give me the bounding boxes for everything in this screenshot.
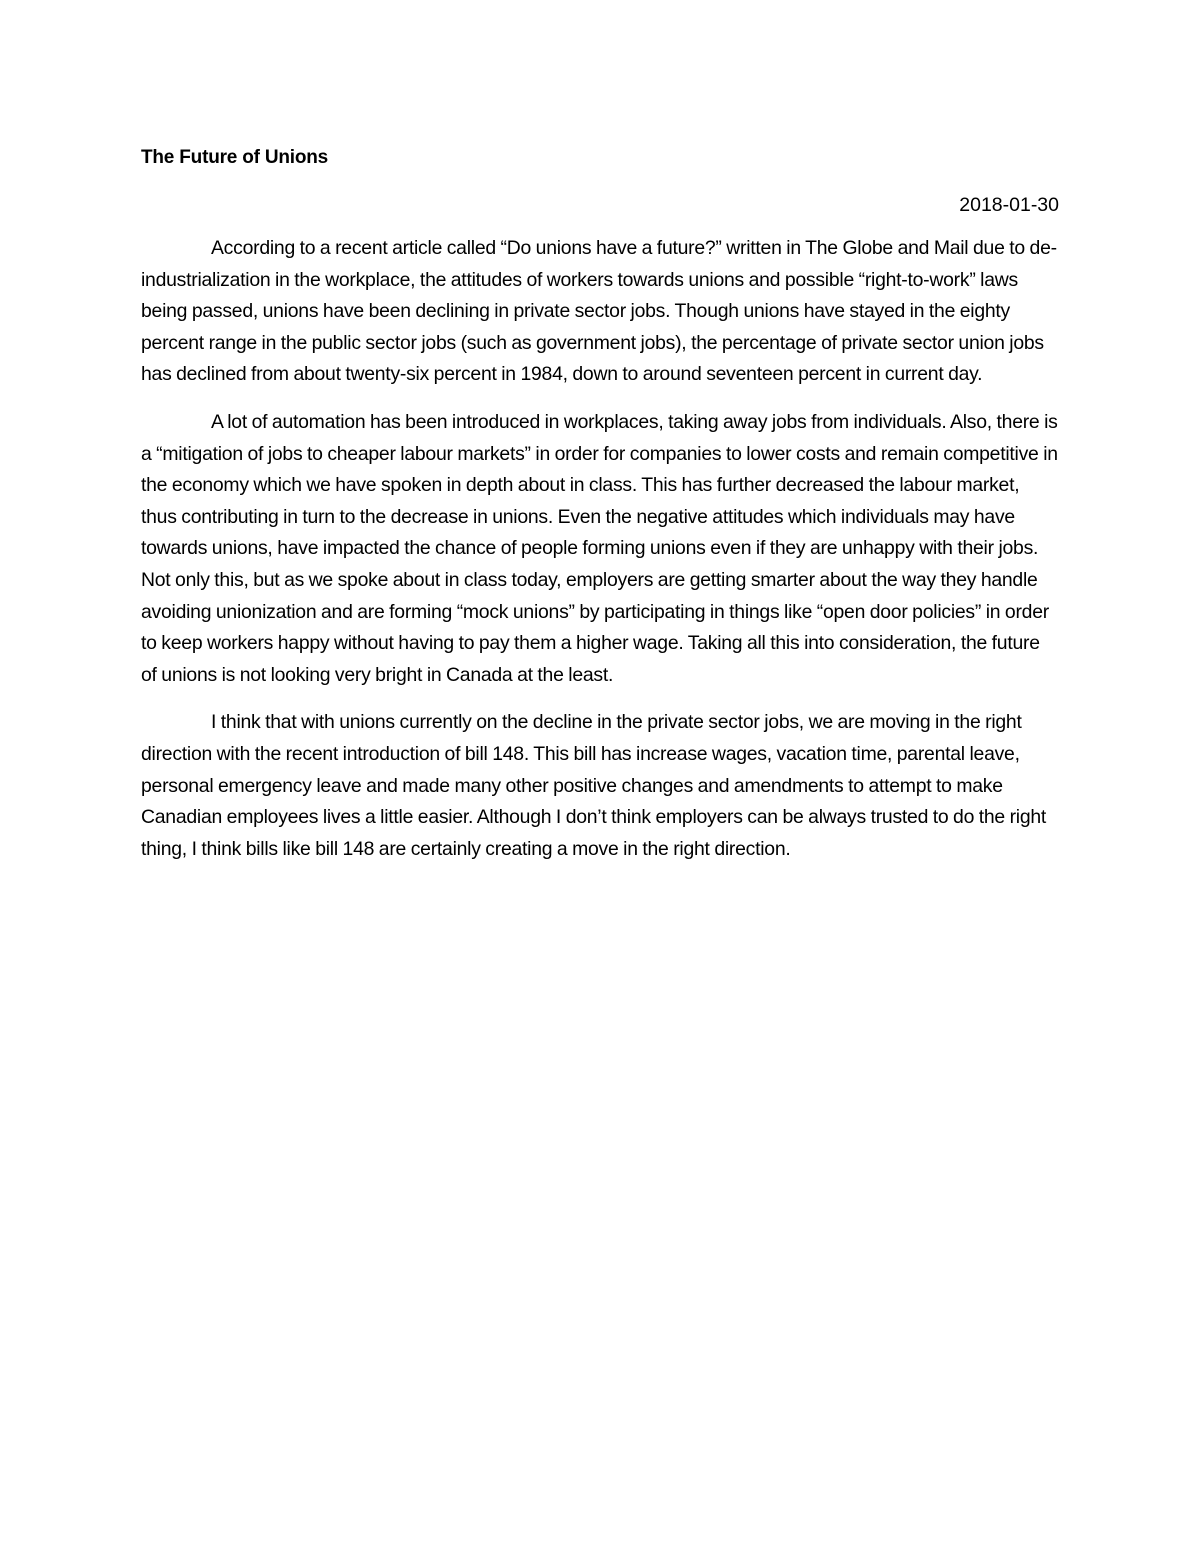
paragraph-3: I think that with unions currently on the decline in the private sector jobs, we are moving in the right direction with the recent introduction of bill 148. This bill has increase wages, vacation time, parental leave, personal emergency leave and made many other positive changes and amendments to attempt to make Canadian employees lives a little easier. Although I don’t think employers can be always trusted to do the right thing, I think bills like bill 148 are certainly creating a move in the right direction. — [141, 711, 1047, 860]
document-body — [141, 233, 1059, 881]
document-title: The Future of Unions — [141, 147, 329, 168]
document-date: 2018-01-30 — [959, 194, 1059, 216]
paragraph-1: According to a recent article called “Do unions have a future?” written in The Globe and Mail due to de-industrialization in the workplace, the attitudes of workers towards unions and possible “right-to-work” laws being passed, unions have been declining in private sector jobs. Though unions have stayed in the eighty percent range in the public sector jobs (such as government jobs), the percentage of private sector union jobs has declined from about twenty-six percent in 1984, down to around seventeen percent in current day. — [141, 237, 1057, 386]
paragraph-2: A lot of automation has been introduced in workplaces, taking away jobs from individuals. Also, there is a “mitigation of jobs to cheaper labour markets” in order for companies to lower costs and remain competitive in the economy which we have spoken in depth about in class. This has further decreased the labour market, thus contributing in turn to the decrease in unions. Even the negative attitudes which individuals may have towards unions, have impacted the chance of people forming unions even if they are unhappy with their jobs. Not only this, but as we spoke about in class today, employers are getting smarter about the way they handle avoiding unionization and are forming “mock unions” by participating in things like “open door policies” in order to keep workers happy without having to pay them a higher wage. Taking all this into consideration, the future of unions is not looking very bright in Canada at the least. — [141, 410, 1058, 686]
